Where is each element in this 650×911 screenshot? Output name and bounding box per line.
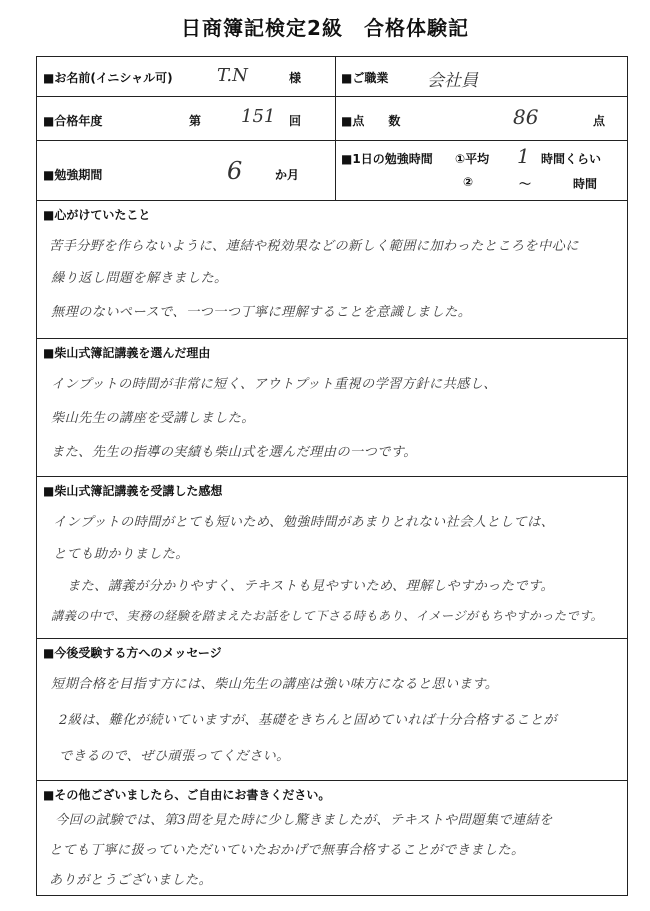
study-suffix: か月 bbox=[275, 168, 300, 182]
handwritten-line: 講義の中で、実務の経験を踏まえたお話をして下さる時もあり、イメージがもちやすかったです。 bbox=[51, 609, 604, 623]
handwritten-line: 今回の試験では、第3問を見た時に少し驚きましたが、テキストや問題集で連結を bbox=[55, 813, 553, 828]
daily-opt1-suffix: 時間くらい bbox=[541, 152, 602, 166]
score-suffix: 点 bbox=[593, 114, 606, 128]
section-title: ■心がけていたこと bbox=[43, 208, 151, 222]
section-mindset bbox=[37, 201, 627, 339]
daily-opt2-suffix: 時間 bbox=[573, 177, 598, 191]
section-message bbox=[37, 639, 627, 781]
section-reason bbox=[37, 339, 627, 477]
handwritten-line: また、先生の指導の実績も柴山式を選んだ理由の一つです。 bbox=[51, 445, 417, 460]
handwritten-line: また、講義が分かりやすく、テキストも見やすいため、理解しやすかったです。 bbox=[67, 579, 555, 594]
score-value: 86 bbox=[513, 105, 539, 129]
pass-prefix: 第 bbox=[189, 114, 202, 128]
pass-suffix: 回 bbox=[289, 114, 302, 128]
handwritten-line: インプットの時間が非常に短く、アウトプット重視の学習方針に共感し、 bbox=[51, 377, 497, 392]
section-other bbox=[37, 781, 627, 897]
handwritten-line: インプットの時間がとても短いため、勉強時間があまりとれない社会人としては、 bbox=[53, 515, 555, 530]
study-value: 6 bbox=[227, 157, 243, 185]
testimonial-form bbox=[36, 56, 628, 896]
section-title: ■その他ございましたら、ご自由にお書きください。 bbox=[43, 788, 331, 802]
divider bbox=[335, 141, 336, 200]
section-title: ■柴山式簿記講義を受講した感想 bbox=[43, 484, 223, 498]
row-study bbox=[37, 141, 627, 201]
handwritten-line: 短期合格を目指す方には、柴山先生の講座は強い味方になると思います。 bbox=[51, 677, 499, 692]
daily-opt2: ② bbox=[463, 175, 474, 189]
row-year-score bbox=[37, 97, 627, 141]
score-label: ■点 数 bbox=[341, 114, 401, 128]
page-title: 日商簿記検定2級 合格体験記 bbox=[181, 16, 469, 40]
job-value: 会社員 bbox=[427, 71, 478, 91]
divider bbox=[335, 97, 336, 140]
handwritten-line: 2級は、難化が続いていますが、基礎をきちんと固めていれば十分合格することが bbox=[59, 713, 557, 728]
row-name-job bbox=[37, 57, 627, 97]
name-value: T.N bbox=[217, 65, 248, 86]
handwritten-line: 苦手分野を作らないように、連結や税効果などの新しく範囲に加わったところを中心に bbox=[49, 239, 579, 254]
study-label: ■勉強期間 bbox=[43, 168, 103, 182]
handwritten-line: 繰り返し問題を解きました。 bbox=[51, 271, 228, 286]
handwritten-line: 無理のないペースで、一つ一つ丁寧に理解することを意識しました。 bbox=[51, 305, 472, 320]
daily-opt1: ①平均 bbox=[455, 152, 490, 166]
handwritten-line: とても助かりました。 bbox=[53, 547, 189, 562]
handwritten-line: ありがとうございました。 bbox=[49, 873, 213, 888]
daily-opt1-value: 1 bbox=[517, 144, 530, 168]
pass-value: 151 bbox=[241, 106, 276, 127]
section-impressions bbox=[37, 477, 627, 639]
handwritten-line: 柴山先生の講座を受講しました。 bbox=[51, 411, 255, 426]
name-label: ■お名前(イニシャル可) bbox=[43, 71, 173, 85]
section-title: ■柴山式簿記講義を選んだ理由 bbox=[43, 346, 211, 360]
handwritten-line: とても丁寧に扱っていただいていたおかげで無事合格することができました。 bbox=[49, 843, 525, 858]
name-suffix: 様 bbox=[289, 71, 302, 85]
handwritten-line: できるので、ぜひ頑張ってください。 bbox=[59, 749, 290, 764]
pass-year-label: ■合格年度 bbox=[43, 114, 103, 128]
section-title: ■今後受験する方へのメッセージ bbox=[43, 646, 222, 660]
daily-label: ■1日の勉強時間 bbox=[341, 152, 433, 166]
divider bbox=[335, 57, 336, 96]
job-label: ■ご職業 bbox=[341, 71, 389, 85]
daily-opt2-tilde: ～ bbox=[519, 177, 532, 191]
